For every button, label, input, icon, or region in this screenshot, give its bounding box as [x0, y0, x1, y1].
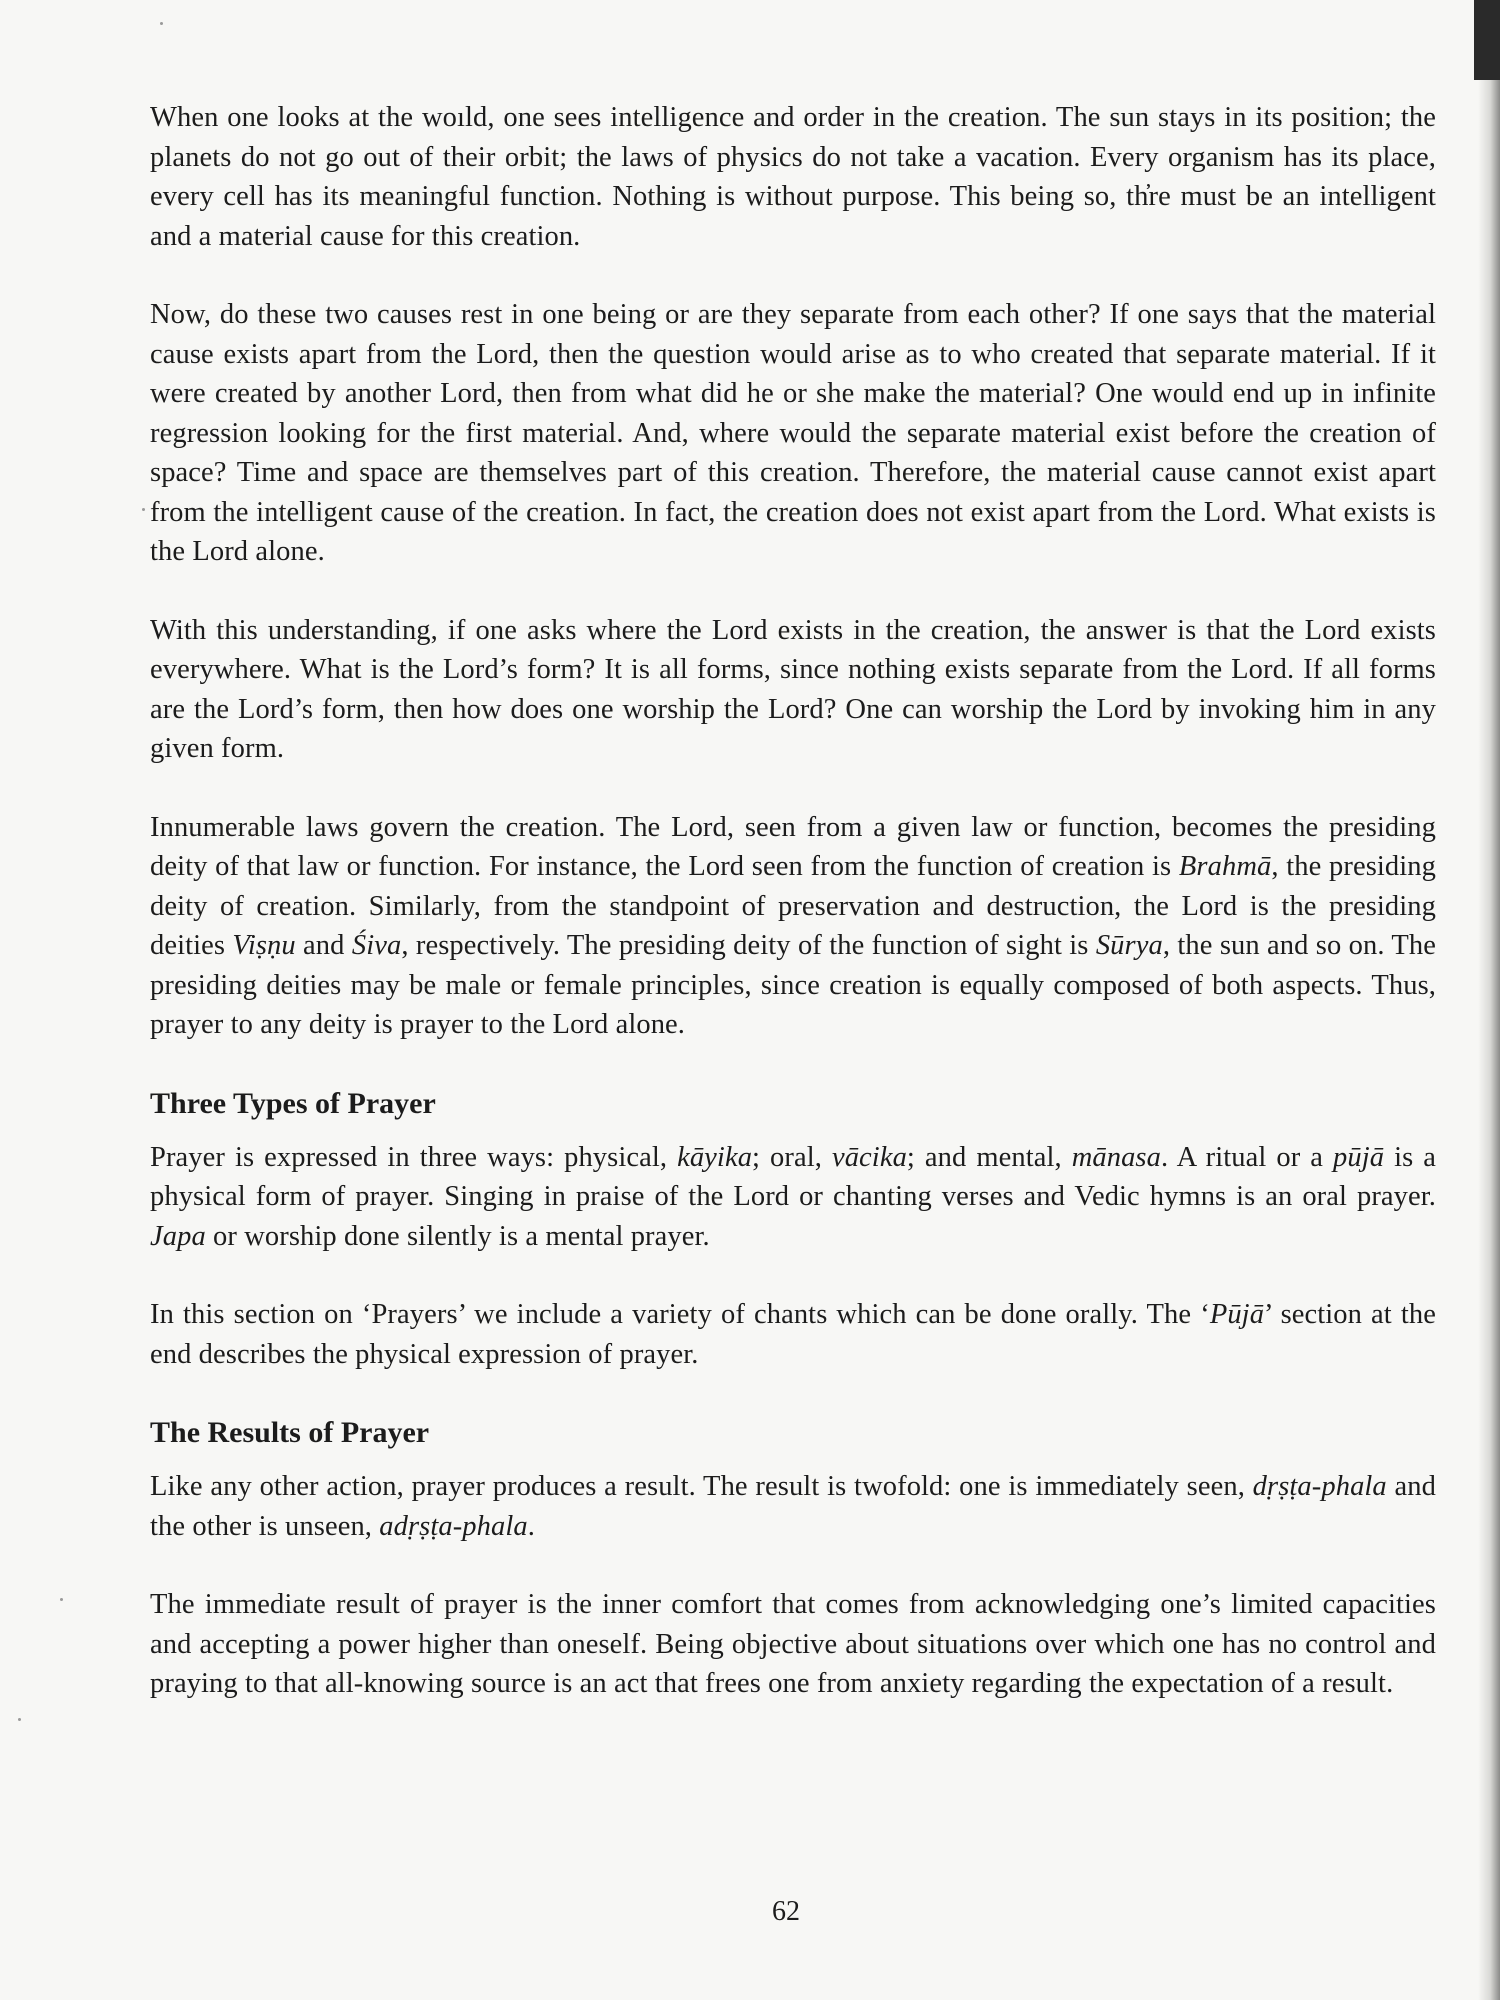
text-run: and — [295, 930, 352, 961]
italic-term-brahma: Brahmā — [1178, 851, 1272, 882]
italic-term-puja: pūjā — [1333, 1141, 1385, 1173]
italic-term-kayika: kāyika — [677, 1141, 753, 1173]
text-run: ; oral, — [752, 1141, 832, 1173]
text-run: ’ section at the end describes the physical expression of prayer. — [150, 1299, 1437, 1370]
scan-speck — [60, 1598, 63, 1601]
italic-term-surya: Sūrya — [1095, 930, 1163, 961]
text-run: Like any other action, prayer produces a result. The result is twofold: one is immediately seen, — [150, 1471, 1253, 1502]
paragraph-world-order: When one looks at the woıld, one sees intelligence and order in the creation. The sun stays in its position; the planets do not go out of their orbit; the laws of physics do not take a vacation. Every organism has its place, every cell has its meaningful function. Nothing is without purpose. This being so, th̓re must be an intelligent and a material cause for this creation. — [150, 102, 1436, 252]
italic-term-vacika: vācika — [831, 1141, 907, 1173]
scan-speck — [160, 22, 163, 25]
text-run: , the presiding deity of creation. Similarly, from the standpoint of preservation and destruction, the Lord is the presiding deities — [150, 851, 1436, 961]
text-run: Innumerable laws govern the creation. The Lord, seen from a given law or function, becomes the presiding deity of that law or function. For instance, the Lord seen from the function of creation is — [150, 811, 1436, 882]
page-edge-dark-corner — [1474, 0, 1500, 80]
text-run: ; and mental, — [906, 1141, 1072, 1173]
paragraph-immediate-result: The immediate result of prayer is the inner comfort that comes from acknowledging one’s limited capacities and accepting a power higher than oneself. Being objective about situations over which one has no control and praying to that all-knowing source is an act that frees one from anxiety regarding the expectation of a result. — [150, 1589, 1436, 1699]
text-run: Prayer is expressed in three ways: physical, — [150, 1141, 678, 1173]
italic-term-adrsta-phala: adṛṣṭa-phala — [379, 1510, 528, 1542]
scan-speck — [142, 508, 145, 511]
text-run: , respectively. The presiding deity of the function of sight is — [401, 930, 1096, 961]
text-run: or worship done silently is a mental prayer. — [205, 1220, 710, 1252]
scan-speck — [18, 1718, 21, 1721]
text-run: In this section on ‘Prayers’ we include a variety of chants which can be done orally. The ‘ — [150, 1299, 1210, 1330]
page-body — [150, 98, 1436, 1743]
paragraph-lord-everywhere: With this understanding, if one asks where the Lord exists in the creation, the answer is that the Lord exists everywhere. What is the Lord’s form? It is all forms, since nothing exists separate from the Lord. If all forms are the Lord’s form, then how does one worship the Lord? One can worship the Lord by invoking him in any given form. — [150, 614, 1436, 764]
italic-term-siva: Śiva — [351, 930, 402, 961]
text-run: . A ritual or a — [1160, 1141, 1334, 1173]
italic-term-manasa: mānasa — [1071, 1141, 1161, 1173]
italic-term-puja-section: Pūjā — [1209, 1299, 1265, 1330]
italic-term-japa: Japa — [150, 1220, 206, 1252]
page-number: 62 — [772, 1896, 800, 1927]
italic-term-drsta-phala: dṛṣṭa-phala — [1252, 1471, 1387, 1502]
text-run: is a physical form of prayer. Singing in praise of the Lord or chanting verses and Vedic hymns is an oral prayer. — [150, 1141, 1437, 1212]
paragraph-twofold-result — [150, 1467, 1436, 1546]
italic-term-visnu: Viṣṇu — [232, 930, 296, 961]
paragraph-presiding-deities — [150, 808, 1436, 1045]
text-run: , the sun and so on. The presiding deities may be male or female principles, since creation is equally composed of both aspects. Thus, prayer to any deity is prayer to the Lord alone. — [150, 930, 1437, 1040]
page-edge-shadow — [1478, 0, 1500, 2000]
section-heading-three-types: Three Types of Prayer — [150, 1086, 436, 1120]
text-run: and the other is unseen, — [150, 1471, 1436, 1542]
section-heading-results: The Results of Prayer — [150, 1416, 430, 1449]
paragraph-three-ways — [150, 1138, 1436, 1257]
paragraph-two-causes: Now, do these two causes rest in one being or are they separate from each other? If one says that the material cause exists apart from the Lord, then the question would arise as to who created that separate material. If it were created by another Lord, then from what did he or she make the material? One would end up in infinite regression looking for the first material. And, where would the separate material exist before the creation of space? Time and space are themselves part of this creation. Therefore, the material cause cannot exist apart from the intelligent cause of the creation. In fact, the creation does not exist apart from the Lord. What exists is the Lord alone. — [150, 299, 1436, 567]
paragraph-prayers-section — [150, 1295, 1436, 1374]
text-run: . — [527, 1510, 535, 1542]
